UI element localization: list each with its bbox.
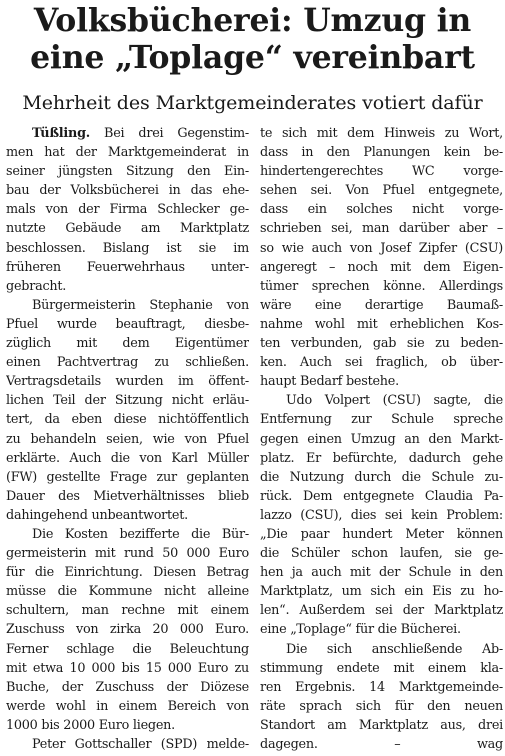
article-line: Die sich anschließende Ab- (286, 641, 503, 657)
article-line: Peter Gottschaller (SPD) melde- (32, 737, 249, 752)
article-line: ten verbunden, gab sie zu beden- (260, 336, 503, 352)
article-line: Buche, der Zuschuss der Diözese (6, 679, 249, 695)
article-line: lichen Teil der Sitzung nicht erläu- (6, 393, 249, 409)
subheadline: Mehrheit des Marktgemeinderates votiert dafür (22, 92, 483, 114)
article-line: stimmung endete mit einem kla- (260, 660, 503, 676)
article-line: werde wohl in einem Bereich von (6, 698, 249, 714)
article-line: Entfernung zur Schule spreche (260, 412, 503, 428)
article-column-left (6, 124, 249, 754)
article-line: für die Einrichtung. Diesen Betrag (6, 565, 249, 581)
article-line: schultern, man rechne mit einem (6, 603, 249, 619)
article-line (6, 124, 249, 143)
article-line: ken. Auch sei fraglich, ob über- (260, 355, 503, 371)
article-line: haupt Bedarf bestehe. (260, 374, 399, 390)
article-line: 1000 bis 2000 Euro liegen. (6, 717, 175, 733)
article-line: schrieben sei, man darüber aber – (260, 221, 503, 237)
article-line: zu behandeln seien, wie von Pfuel (6, 431, 249, 447)
article-line: mals von der Firma Schlecker ge- (6, 202, 249, 218)
article-line: platz. Er befürchte, dadurch gehe (260, 450, 503, 466)
article-line: germeisterin mit rund 50 000 Euro (6, 546, 249, 562)
dateline-place: Tüßling. (32, 126, 90, 141)
article-line: sehen sei. Von Pfuel entgegnete, (260, 183, 503, 199)
article-line: nahme wohl mit erheblichen Kos- (260, 316, 503, 332)
headline-line-1: Volksbücherei: Umzug in (33, 2, 472, 39)
article-line: beschlossen. Bislang ist sie im (6, 240, 249, 256)
article-line: nutzte Gebäude am Marktplatz (6, 221, 249, 237)
article-line: Ferner schlage die Beleuchtung (6, 641, 249, 657)
article-line: Bürgermeisterin Stephanie von (32, 297, 249, 313)
article-line: seiner jüngsten Sitzung den Ein- (6, 164, 249, 180)
headline-line-2: eine „Toplage“ vereinbart (30, 39, 475, 76)
article-line: Zuschuss von zirka 20 000 Euro. (6, 622, 249, 638)
article-line: te sich mit dem Hinweis zu Wort, (260, 126, 503, 141)
article-line: dagegen. – wag (260, 737, 503, 752)
article-line: erklärte. Auch die von Karl Müller (6, 450, 249, 466)
article-line: so wie auch von Josef Zipfer (CSU) (260, 240, 503, 256)
article-line: müsse die Kommune nicht alleine (6, 584, 249, 600)
headline (0, 2, 505, 76)
article-line: einen Pachtvertrag zu schließen. (6, 355, 249, 371)
article-line: die Schüler schon laufen, sie ge- (260, 546, 503, 562)
article-line: (FW) gestellte Frage zur geplanten (6, 469, 249, 485)
article-line: Marktplatz, um sich ein Eis zu ho- (260, 584, 503, 600)
article-text: Bei drei Gegenstim- (90, 126, 249, 141)
article-line: Die Kosten bezifferte die Bür- (32, 526, 249, 542)
article-line: len“. Außerdem sei der Marktplatz (260, 603, 503, 619)
article-line: dass ein solches nicht vorge- (260, 202, 503, 218)
article-line: räte sprach sich für den neuen (260, 698, 503, 714)
article-line: ren Ergebnis. 14 Marktgemeinde- (260, 679, 503, 695)
article-line: „Die paar hundert Meter können (260, 526, 503, 542)
article-line: gegen einen Umzug an den Markt- (260, 431, 503, 447)
article-line: Pfuel wurde beauftragt, diesbe- (6, 316, 249, 332)
article-line: Vertragsdetails wurden im öffent- (6, 374, 249, 390)
article-line: die Nutzung durch die Schule zu- (260, 469, 503, 485)
article-line: mit etwa 10 000 bis 15 000 Euro zu (6, 660, 249, 676)
article-line: tümer sprechen könne. Allerdings (260, 278, 503, 294)
article-line: tert, da eben diese nichtöffentlich (6, 412, 249, 428)
article-line: Standort am Marktplatz aus, drei (260, 717, 503, 733)
article-line: züglich mit dem Eigentümer (6, 336, 249, 352)
article-line: früheren Feuerwehrhaus unter- (6, 259, 249, 275)
article-line: hindertengerechtes WC vorge- (260, 164, 503, 180)
article-line: dahingehend unbeantwortet. (6, 507, 188, 523)
article-line: Dauer des Mietverhältnisses blieb (6, 488, 249, 504)
article-line: hen ja auch mit der Schule in den (260, 565, 503, 581)
article-line: gebracht. (6, 278, 67, 294)
article-line: dass in den Planungen kein be- (260, 145, 503, 161)
article-line: lazzo (CSU), dies sei kein Problem: (260, 507, 503, 523)
article-line: eine „Toplage“ für die Bücherei. (260, 622, 461, 638)
article-line: bau der Volksbücherei in das ehe- (6, 183, 249, 199)
article-line: angeregt – noch mit dem Eigen- (260, 259, 503, 275)
article-column-right (260, 124, 503, 754)
article-line: men hat der Marktgemeinderat in (6, 145, 249, 161)
article-line: wäre eine derartige Baumaß- (260, 297, 503, 313)
article-line: rück. Dem entgegnete Claudia Pa- (260, 488, 503, 504)
article-line: Udo Volpert (CSU) sagte, die (286, 393, 503, 409)
